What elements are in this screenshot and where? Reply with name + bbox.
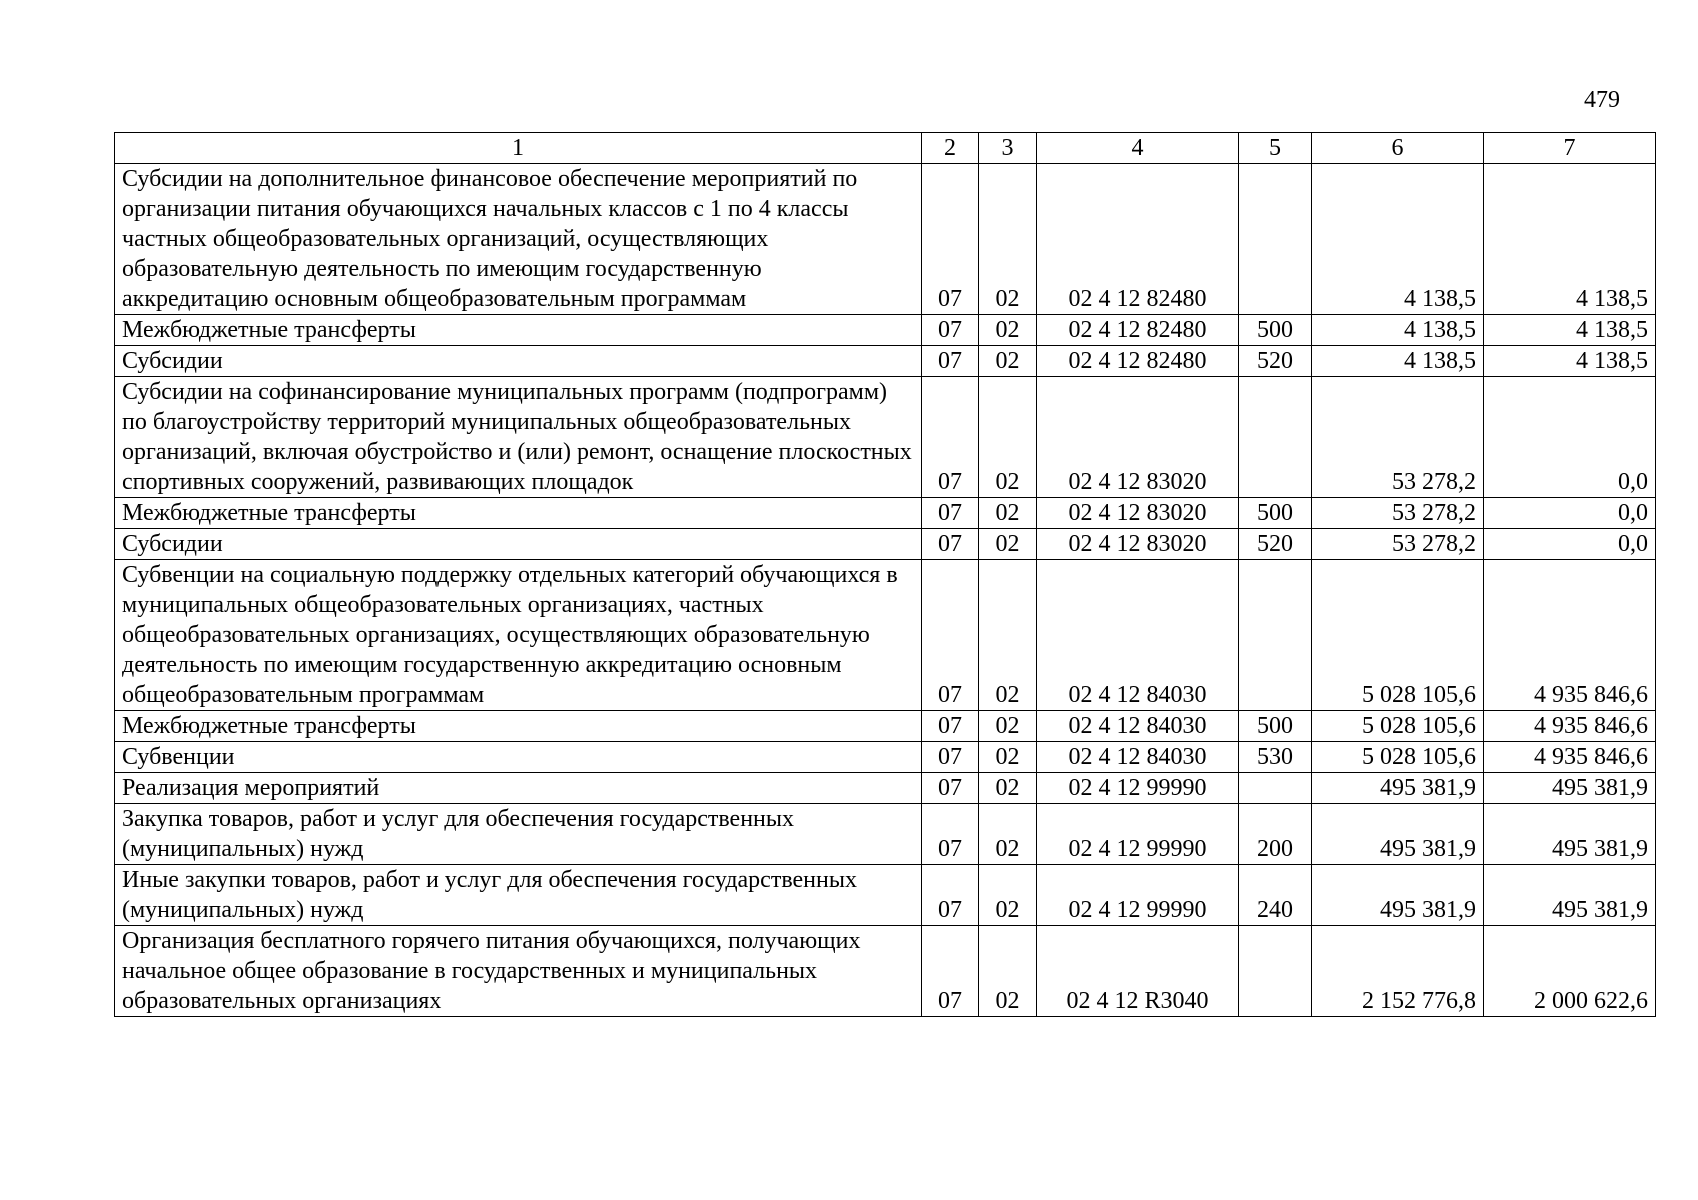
row-name: Субсидии xyxy=(115,346,922,377)
row-name: Организация бесплатного горячего питания обучающихся, получающих начальное общее образование в государственных и муниципальных образовательных организациях xyxy=(115,926,922,1017)
row-amount-2: 0,0 xyxy=(1484,498,1656,529)
row-expense-type: 200 xyxy=(1239,804,1312,865)
row-amount-1: 4 138,5 xyxy=(1312,346,1484,377)
row-expense-type xyxy=(1239,560,1312,711)
row-amount-1: 5 028 105,6 xyxy=(1312,711,1484,742)
header-col-5: 5 xyxy=(1239,133,1312,164)
header-col-6: 6 xyxy=(1312,133,1484,164)
row-amount-2: 4 138,5 xyxy=(1484,315,1656,346)
row-name: Субвенции xyxy=(115,742,922,773)
row-subsection: 02 xyxy=(979,498,1037,529)
row-section: 07 xyxy=(922,315,979,346)
row-section: 07 xyxy=(922,377,979,498)
header-col-1: 1 xyxy=(115,133,922,164)
row-section: 07 xyxy=(922,742,979,773)
row-subsection: 02 xyxy=(979,164,1037,315)
row-name: Реализация мероприятий xyxy=(115,773,922,804)
header-col-7: 7 xyxy=(1484,133,1656,164)
row-amount-2: 4 138,5 xyxy=(1484,346,1656,377)
row-subsection: 02 xyxy=(979,804,1037,865)
row-target-code: 02 4 12 82480 xyxy=(1037,315,1239,346)
row-target-code: 02 4 12 99990 xyxy=(1037,865,1239,926)
row-amount-1: 5 028 105,6 xyxy=(1312,560,1484,711)
row-amount-2: 0,0 xyxy=(1484,529,1656,560)
row-target-code: 02 4 12 R3040 xyxy=(1037,926,1239,1017)
table-row xyxy=(115,560,1656,711)
row-name: Межбюджетные трансферты xyxy=(115,498,922,529)
row-target-code: 02 4 12 99990 xyxy=(1037,773,1239,804)
row-expense-type xyxy=(1239,377,1312,498)
row-amount-1: 495 381,9 xyxy=(1312,865,1484,926)
header-col-2: 2 xyxy=(922,133,979,164)
row-section: 07 xyxy=(922,865,979,926)
row-amount-1: 2 152 776,8 xyxy=(1312,926,1484,1017)
row-amount-2: 4 935 846,6 xyxy=(1484,742,1656,773)
row-amount-1: 495 381,9 xyxy=(1312,804,1484,865)
row-name: Субсидии на дополнительное финансовое обеспечение мероприятий по организации питания обучающихся начальных классов с 1 по 4 классы частных общеобразовательных организаций, осуществляющих образовательную деятельность по имеющим государственную аккредитацию основным общеобразовательным программам xyxy=(115,164,922,315)
row-subsection: 02 xyxy=(979,773,1037,804)
row-subsection: 02 xyxy=(979,529,1037,560)
row-expense-type xyxy=(1239,926,1312,1017)
row-section: 07 xyxy=(922,346,979,377)
table-row xyxy=(115,498,1656,529)
row-expense-type: 240 xyxy=(1239,865,1312,926)
row-section: 07 xyxy=(922,560,979,711)
row-target-code: 02 4 12 82480 xyxy=(1037,164,1239,315)
row-section: 07 xyxy=(922,164,979,315)
row-name: Закупка товаров, работ и услуг для обеспечения государственных (муниципальных) нужд xyxy=(115,804,922,865)
table-row xyxy=(115,865,1656,926)
table-row xyxy=(115,926,1656,1017)
row-amount-1: 53 278,2 xyxy=(1312,498,1484,529)
row-subsection: 02 xyxy=(979,711,1037,742)
row-target-code: 02 4 12 84030 xyxy=(1037,742,1239,773)
row-amount-2: 4 935 846,6 xyxy=(1484,711,1656,742)
table-row xyxy=(115,346,1656,377)
row-amount-1: 53 278,2 xyxy=(1312,529,1484,560)
table-row xyxy=(115,804,1656,865)
table-row xyxy=(115,315,1656,346)
row-expense-type: 500 xyxy=(1239,315,1312,346)
row-expense-type xyxy=(1239,164,1312,315)
row-amount-2: 0,0 xyxy=(1484,377,1656,498)
row-subsection: 02 xyxy=(979,315,1037,346)
row-expense-type: 500 xyxy=(1239,498,1312,529)
row-section: 07 xyxy=(922,804,979,865)
page-number: 479 xyxy=(1584,87,1620,113)
row-section: 07 xyxy=(922,773,979,804)
row-section: 07 xyxy=(922,529,979,560)
row-target-code: 02 4 12 82480 xyxy=(1037,346,1239,377)
row-subsection: 02 xyxy=(979,742,1037,773)
header-row xyxy=(115,133,1656,164)
row-subsection: 02 xyxy=(979,346,1037,377)
row-section: 07 xyxy=(922,926,979,1017)
row-expense-type: 520 xyxy=(1239,529,1312,560)
row-target-code: 02 4 12 84030 xyxy=(1037,560,1239,711)
row-target-code: 02 4 12 83020 xyxy=(1037,529,1239,560)
row-section: 07 xyxy=(922,498,979,529)
row-subsection: 02 xyxy=(979,560,1037,711)
table-row xyxy=(115,742,1656,773)
header-col-4: 4 xyxy=(1037,133,1239,164)
row-target-code: 02 4 12 99990 xyxy=(1037,804,1239,865)
row-name: Иные закупки товаров, работ и услуг для обеспечения государственных (муниципальных) нужд xyxy=(115,865,922,926)
table-row xyxy=(115,164,1656,315)
row-expense-type: 500 xyxy=(1239,711,1312,742)
row-amount-2: 4 138,5 xyxy=(1484,164,1656,315)
row-subsection: 02 xyxy=(979,865,1037,926)
row-amount-2: 495 381,9 xyxy=(1484,773,1656,804)
row-expense-type: 520 xyxy=(1239,346,1312,377)
budget-table xyxy=(114,132,1656,1017)
row-section: 07 xyxy=(922,711,979,742)
table-row xyxy=(115,529,1656,560)
row-amount-2: 2 000 622,6 xyxy=(1484,926,1656,1017)
row-name: Межбюджетные трансферты xyxy=(115,315,922,346)
row-amount-2: 495 381,9 xyxy=(1484,804,1656,865)
table-row xyxy=(115,711,1656,742)
row-expense-type xyxy=(1239,773,1312,804)
row-amount-1: 4 138,5 xyxy=(1312,164,1484,315)
row-subsection: 02 xyxy=(979,377,1037,498)
row-name: Субсидии xyxy=(115,529,922,560)
row-amount-1: 495 381,9 xyxy=(1312,773,1484,804)
row-name: Межбюджетные трансферты xyxy=(115,711,922,742)
header-col-3: 3 xyxy=(979,133,1037,164)
row-target-code: 02 4 12 83020 xyxy=(1037,498,1239,529)
row-amount-2: 4 935 846,6 xyxy=(1484,560,1656,711)
row-amount-1: 53 278,2 xyxy=(1312,377,1484,498)
row-target-code: 02 4 12 83020 xyxy=(1037,377,1239,498)
row-expense-type: 530 xyxy=(1239,742,1312,773)
row-amount-1: 5 028 105,6 xyxy=(1312,742,1484,773)
table-row xyxy=(115,377,1656,498)
table-row xyxy=(115,773,1656,804)
row-subsection: 02 xyxy=(979,926,1037,1017)
row-name: Субвенции на социальную поддержку отдельных категорий обучающихся в муниципальных общеобразовательных организациях, частных общеобразовательных организациях, осуществляющих образовательную деятельность по имеющим государственную аккредитацию основным общеобразовательным программам xyxy=(115,560,922,711)
row-target-code: 02 4 12 84030 xyxy=(1037,711,1239,742)
row-name: Субсидии на софинансирование муниципальных программ (подпрограмм) по благоустройству территорий муниципальных общеобразовательных организаций, включая обустройство и (или) ремонт, оснащение плоскостных спортивных сооружений, развивающих площадок xyxy=(115,377,922,498)
row-amount-2: 495 381,9 xyxy=(1484,865,1656,926)
row-amount-1: 4 138,5 xyxy=(1312,315,1484,346)
